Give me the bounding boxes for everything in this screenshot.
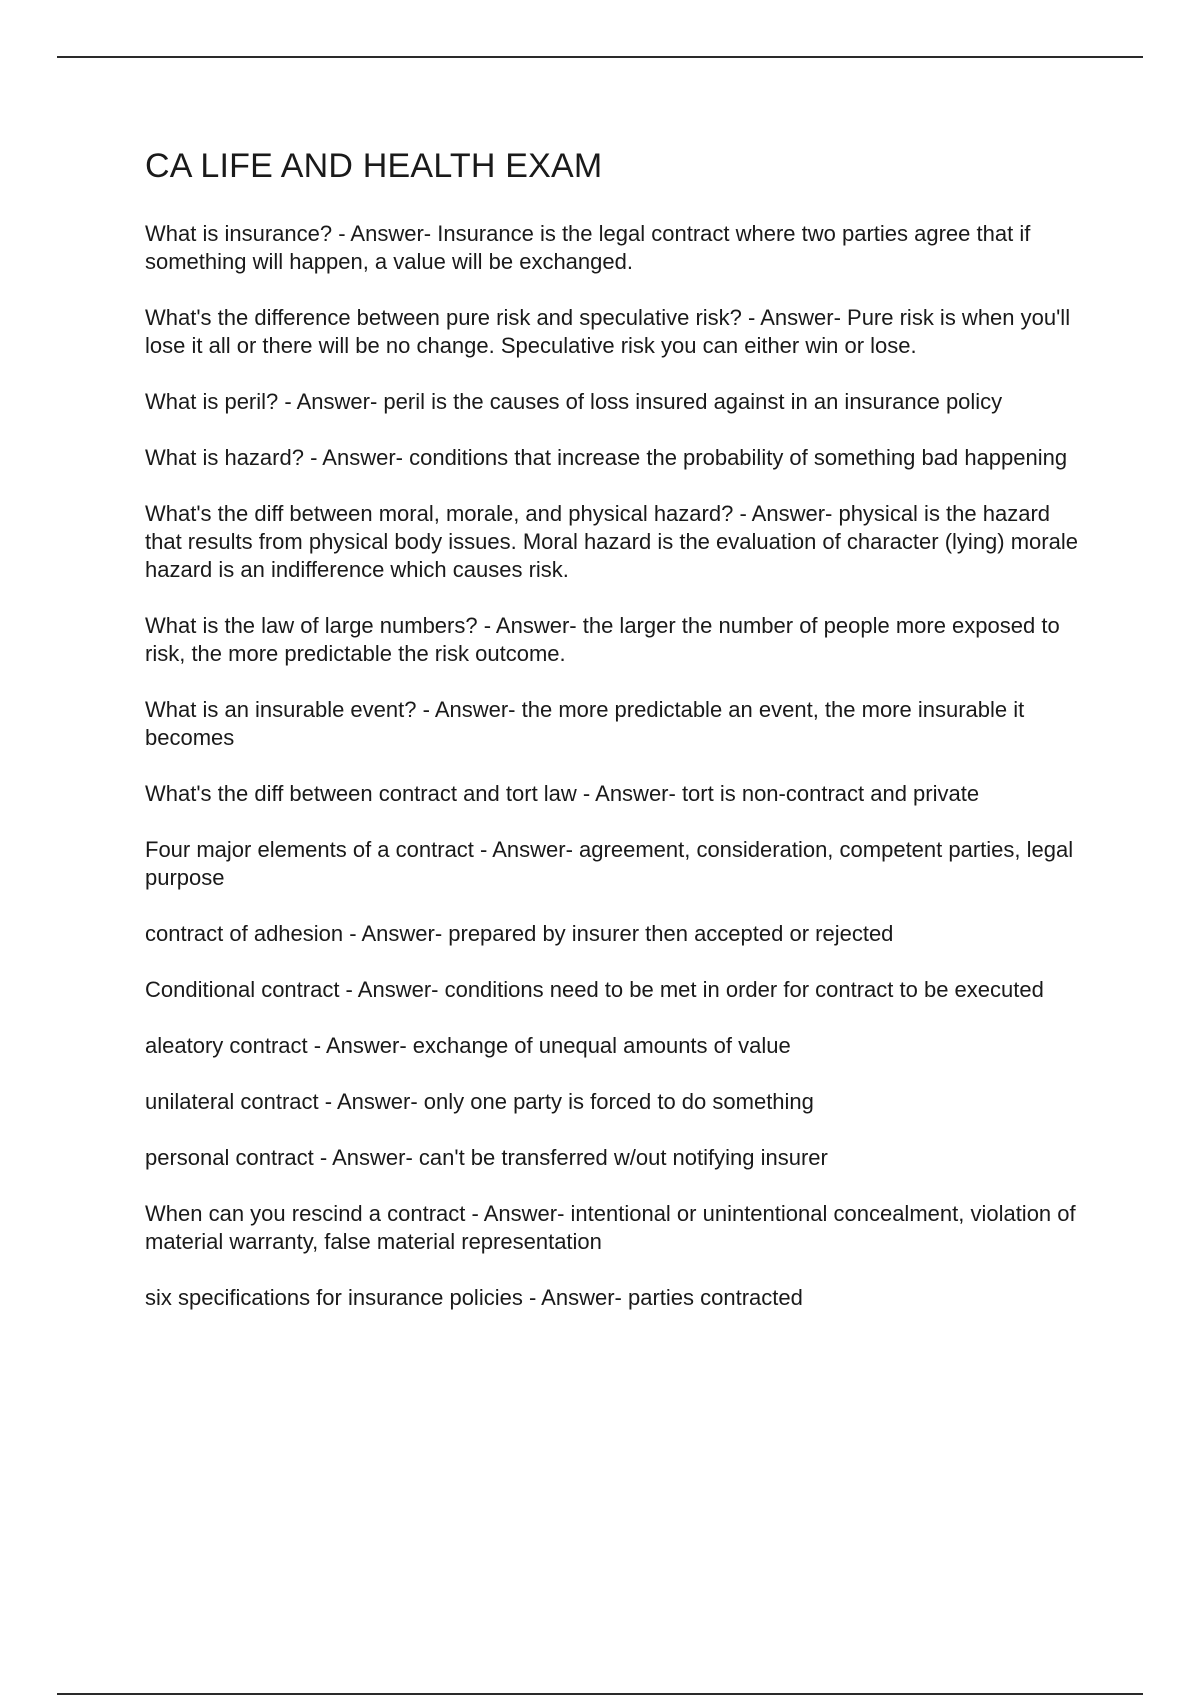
qa-entry: When can you rescind a contract - Answer- intentional or unintentional concealment, violation of material warranty, false material representation [145,1201,1076,1254]
qa-entry: contract of adhesion - Answer- prepared by insurer then accepted or rejected [145,921,894,946]
qa-entry: unilateral contract - Answer- only one party is forced to do something [145,1089,814,1114]
qa-entry: six specifications for insurance policies - Answer- parties contracted [145,1285,803,1310]
qa-entry: Four major elements of a contract - Answer- agreement, consideration, competent parties, legal purpose [145,837,1074,890]
qa-entry: What is peril? - Answer- peril is the causes of loss insured against in an insurance policy [145,389,1003,414]
qa-entry: What's the diff between moral, morale, and physical hazard? - Answer- physical is the hazard that results from physical body issues. Moral hazard is the evaluation of character (lying) morale hazard is an indifference which causes risk. [145,501,1078,582]
qa-entry: Conditional contract - Answer- conditions need to be met in order for contract to be executed [145,977,1044,1002]
qa-entry: What is an insurable event? - Answer- the more predictable an event, the more insurable it becomes [145,697,1025,750]
qa-entry: What's the diff between contract and tort law - Answer- tort is non-contract and private [145,781,980,806]
document-title: CA LIFE AND HEALTH EXAM [145,147,603,185]
qa-entry: What is the law of large numbers? - Answer- the larger the number of people more exposed to risk, the more predictable the risk outcome. [145,613,1060,666]
qa-entry: personal contract - Answer- can't be transferred w/out notifying insurer [145,1145,828,1170]
qa-entry: What is insurance? - Answer- Insurance is the legal contract where two parties agree that if something will happen, a value will be exchanged. [145,221,1031,274]
qa-entry: aleatory contract - Answer- exchange of unequal amounts of value [145,1033,791,1058]
qa-entry: What's the difference between pure risk and speculative risk? - Answer- Pure risk is when you'll lose it all or there will be no change. Speculative risk you can either win or lose. [145,305,1071,358]
top-rule [57,56,1143,58]
document-body [145,142,1085,1340]
qa-entry: What is hazard? - Answer- conditions that increase the probability of something bad happening [145,445,1068,470]
bottom-rule [57,1693,1143,1695]
